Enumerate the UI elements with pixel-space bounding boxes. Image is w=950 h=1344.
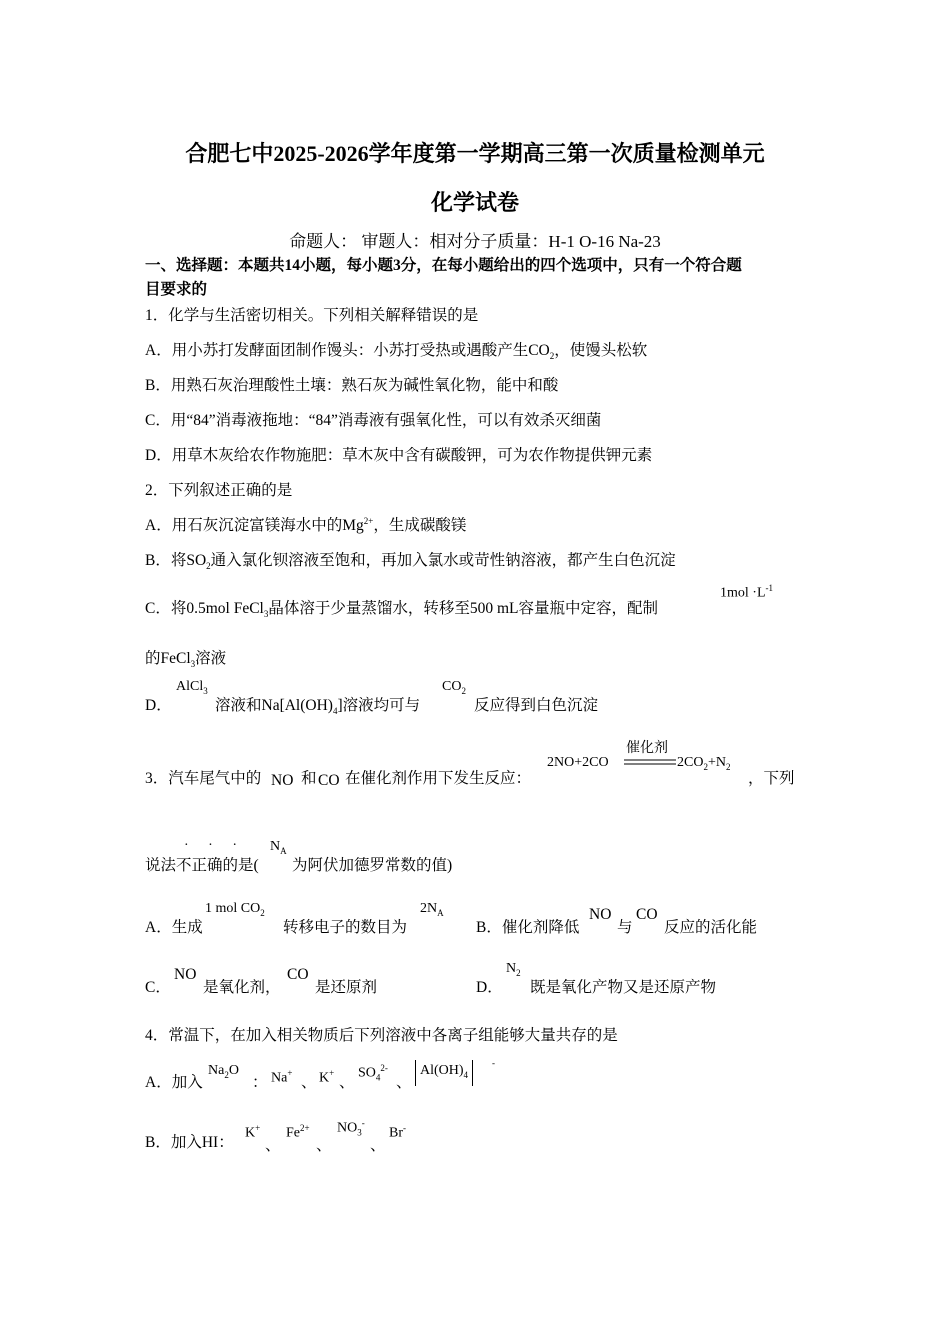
q3-a-val [420,901,444,918]
q3-eq-right-text: 2CO [677,755,704,770]
q4-a-na-ion [271,1068,292,1087]
q4-b-br-ion [389,1123,406,1142]
q4-a-na-sup: + [287,1068,293,1078]
q2-option-b [145,548,676,571]
q3-stem-no: NO [271,772,294,789]
q4-a-reagent [208,1063,239,1080]
q4-b-k-sup: + [255,1123,261,1133]
q4-a-reagent-o: O [228,1063,239,1078]
q3-c-no: NO [174,966,197,983]
q3-a-mol-text: 1 mol CO [205,901,261,916]
q4-b-k-ion [245,1123,260,1142]
q2-c-pre: C．将0.5mol FeCl [145,600,264,617]
q2-c2-post: 溶液 [195,650,227,667]
q4-a-aloh-sub: 4 [463,1069,469,1080]
q1-option-a [145,338,647,361]
q3-b-no: NO [589,906,612,923]
q4-a-sep2: 、 [339,1074,355,1091]
q3-a-mol-sub: 2 [260,907,265,918]
q2-d-co2 [442,679,466,696]
q3-d-n-sub: 2 [516,967,521,978]
q4-a-so4-sub: 4 [375,1072,381,1083]
q4-b-sep3: 、 [370,1137,386,1154]
q4-a-so4-sup: 2- [380,1063,388,1073]
q2-c-unit-text: 1mol ·L [720,585,766,601]
q3-emphasis-dots: · · · [184,838,245,853]
q4-b-fe-ion [286,1123,310,1142]
q1-a-pre: A．用小苏打发酵面团制作馒头：小苏打受热或遇酸产生CO [145,342,550,359]
q2-d-alcl3 [176,679,208,696]
q4-b-sep1: 、 [265,1137,281,1154]
q2-d-mid-sub: 4 [332,706,338,717]
q2-stem: 2．下列叙述正确的是 [145,482,293,499]
q2-d-mid-pre: 溶液和Na[Al(OH) [215,697,333,714]
q4-a-sep3: 、 [396,1074,412,1091]
q2-option-c [145,596,658,619]
q3-b-co: CO [636,906,658,923]
q4-b-br-sup: - [403,1123,406,1133]
q4-a-so4-ion [358,1063,388,1082]
q3-stem-mid: 在催化剂作用下发生反应： [345,770,532,787]
q3-d-n2 [506,961,521,978]
q4-a-sep1: 、 [301,1074,317,1091]
q4-b-no3-sup: - [361,1118,365,1128]
q2-d-mid-post: ]溶液均可与 [337,697,421,714]
q1-a-post: ，使馒头松软 [554,342,648,359]
q3-eq-plus: +N [707,755,726,770]
q2-option-c-continued [145,646,226,669]
q2-a-pre: A．用石灰沉淀富镁海水中的Mg [145,517,364,534]
q3-line2-post: 为阿伏加德罗常数的值) [292,857,453,874]
q2-c-unit [720,583,773,602]
q4-b-sep2: 、 [316,1137,332,1154]
q3-a-mol [205,901,265,918]
q3-stem-end: ，下列 [748,770,795,787]
q4-b-br-text: Br [389,1125,403,1141]
q2-b-pre: B．将SO [145,552,207,569]
q4-a-reagent-sub: 2 [224,1069,229,1080]
q3-b-post: 反应的活化能 [664,919,758,936]
q4-a-aloh-ion [415,1060,473,1086]
q2-d-alcl-text: AlCl [176,679,204,694]
q3-na-text: N [270,839,281,854]
exam-subtitle: 命题人： 审题人：相对分子质量：H-1 O-16 Na-23 [289,232,661,251]
q3-equation-right [677,755,730,772]
q4-b-no3-ion [337,1118,365,1137]
q3-stem-co: CO [318,772,340,789]
q3-eq-right-sub: 2 [703,761,708,772]
q3-a-label: A．生成 [145,919,203,936]
q3-stem-and: 和 [301,770,317,787]
q3-d-n-text: N [506,961,517,976]
q3-equation-left: 2NO+2CO [547,755,609,770]
q3-d-label: D． [476,979,503,996]
q3-c-label: C． [145,979,171,996]
q1-option-b: B．用熟石灰治理酸性土壤：熟石灰为碱性氧化物，能中和酸 [145,377,559,394]
section-heading-line2: 目要求的 [145,281,208,298]
q1-stem: 1．化学与生活密切相关。下列相关解释错误的是 [145,307,479,324]
section-heading-line1: 一、选择题：本题共14小题，每小题3分，在每小题给出的四个选项中，只有一个符合题 [145,257,742,274]
q2-a-post: ，生成碳酸镁 [373,517,467,534]
q4-a-colon: ： [252,1074,268,1091]
q2-d-alcl-sub: 3 [203,685,208,696]
q4-a-na-text: Na [271,1070,288,1086]
q2-a-sup: 2+ [363,515,374,526]
q3-a-val-text: 2N [420,901,438,916]
q3-c-post: 是还原剂 [315,979,378,996]
q3-c-mid: 是氧化剂， [203,979,281,996]
q4-a-k-ion [319,1068,334,1087]
q1-option-d: D．用草木灰给农作物施肥：草木灰中含有碳酸钾，可为农作物提供钾元素 [145,447,653,464]
q2-c-post: 晶体溶于少量蒸馏水，转移至500 mL容量瓶中定容，配制 [268,600,659,617]
q4-a-k-text: K [319,1070,330,1086]
q3-stem-pre: 3．汽车尾气中的 [145,770,262,787]
q3-b-and: 与 [617,919,633,936]
q4-b-label: B．加入HI： [145,1134,234,1151]
q4-a-so4-text: SO [358,1065,376,1081]
q2-d-middle [215,693,420,716]
q2-c2-sub: 3 [190,659,196,670]
q3-na-sub: A [280,845,287,856]
q4-a-reagent-na: Na [208,1063,225,1078]
q3-eq-n-sub: 2 [725,761,731,772]
q4-a-aloh-charge: - [492,1058,495,1068]
q4-b-no3-sub: 3 [357,1127,362,1138]
q2-b-sub: 2 [206,561,211,572]
q3-na [270,839,287,856]
q4-b-k-text: K [245,1125,256,1141]
q2-d-label: D． [145,697,172,714]
q4-a-aloh-text: Al(OH) [420,1063,464,1078]
q4-b-no3-text: NO [337,1120,358,1136]
q4-a-label: A．加入 [145,1074,203,1091]
q4-b-fe-sup: 2+ [300,1123,310,1133]
q2-option-a [145,513,466,535]
q1-a-sub: 2 [549,351,555,362]
q2-c2-pre: 的FeCl [145,650,191,667]
q3-a-mid: 转移电子的数目为 [283,919,408,936]
q3-reaction-equals-sign [624,758,676,766]
q2-d-co2-text: CO [442,679,462,694]
q3-d-post: 既是氧化产物又是还原产物 [530,979,717,996]
q2-c-sub: 3 [263,609,269,620]
exam-title-line1: 合肥七中2025-2026学年度第一学期高三第一次质量检测单元 [185,141,765,166]
q2-b-post: 通入氯化钡溶液至饱和，再加入氯水或苛性钠溶液，都产生白色沉淀 [210,552,676,569]
q4-a-k-sup: + [329,1068,335,1078]
q2-c-unit-sup: -1 [765,583,773,593]
q1-option-c: C．用“84”消毒液拖地：“84”消毒液有强氧化性，可以有效杀灭细菌 [145,412,602,429]
q2-d-post: 反应得到白色沉淀 [474,697,599,714]
q3-c-co: CO [287,966,309,983]
q3-b-label: B．催化剂降低 [476,919,580,936]
q4-stem: 4．常温下，在加入相关物质后下列溶液中各离子组能够大量共存的是 [145,1027,618,1044]
q3-line2-pre: 说法不正确的是( [145,857,259,874]
q3-catalyst-label: 催化剂 [626,741,668,756]
exam-title-line2: 化学试卷 [430,190,519,215]
q2-d-co2-sub: 2 [461,685,466,696]
q3-a-val-sub: A [437,907,444,918]
q4-b-fe-text: Fe [286,1125,300,1141]
